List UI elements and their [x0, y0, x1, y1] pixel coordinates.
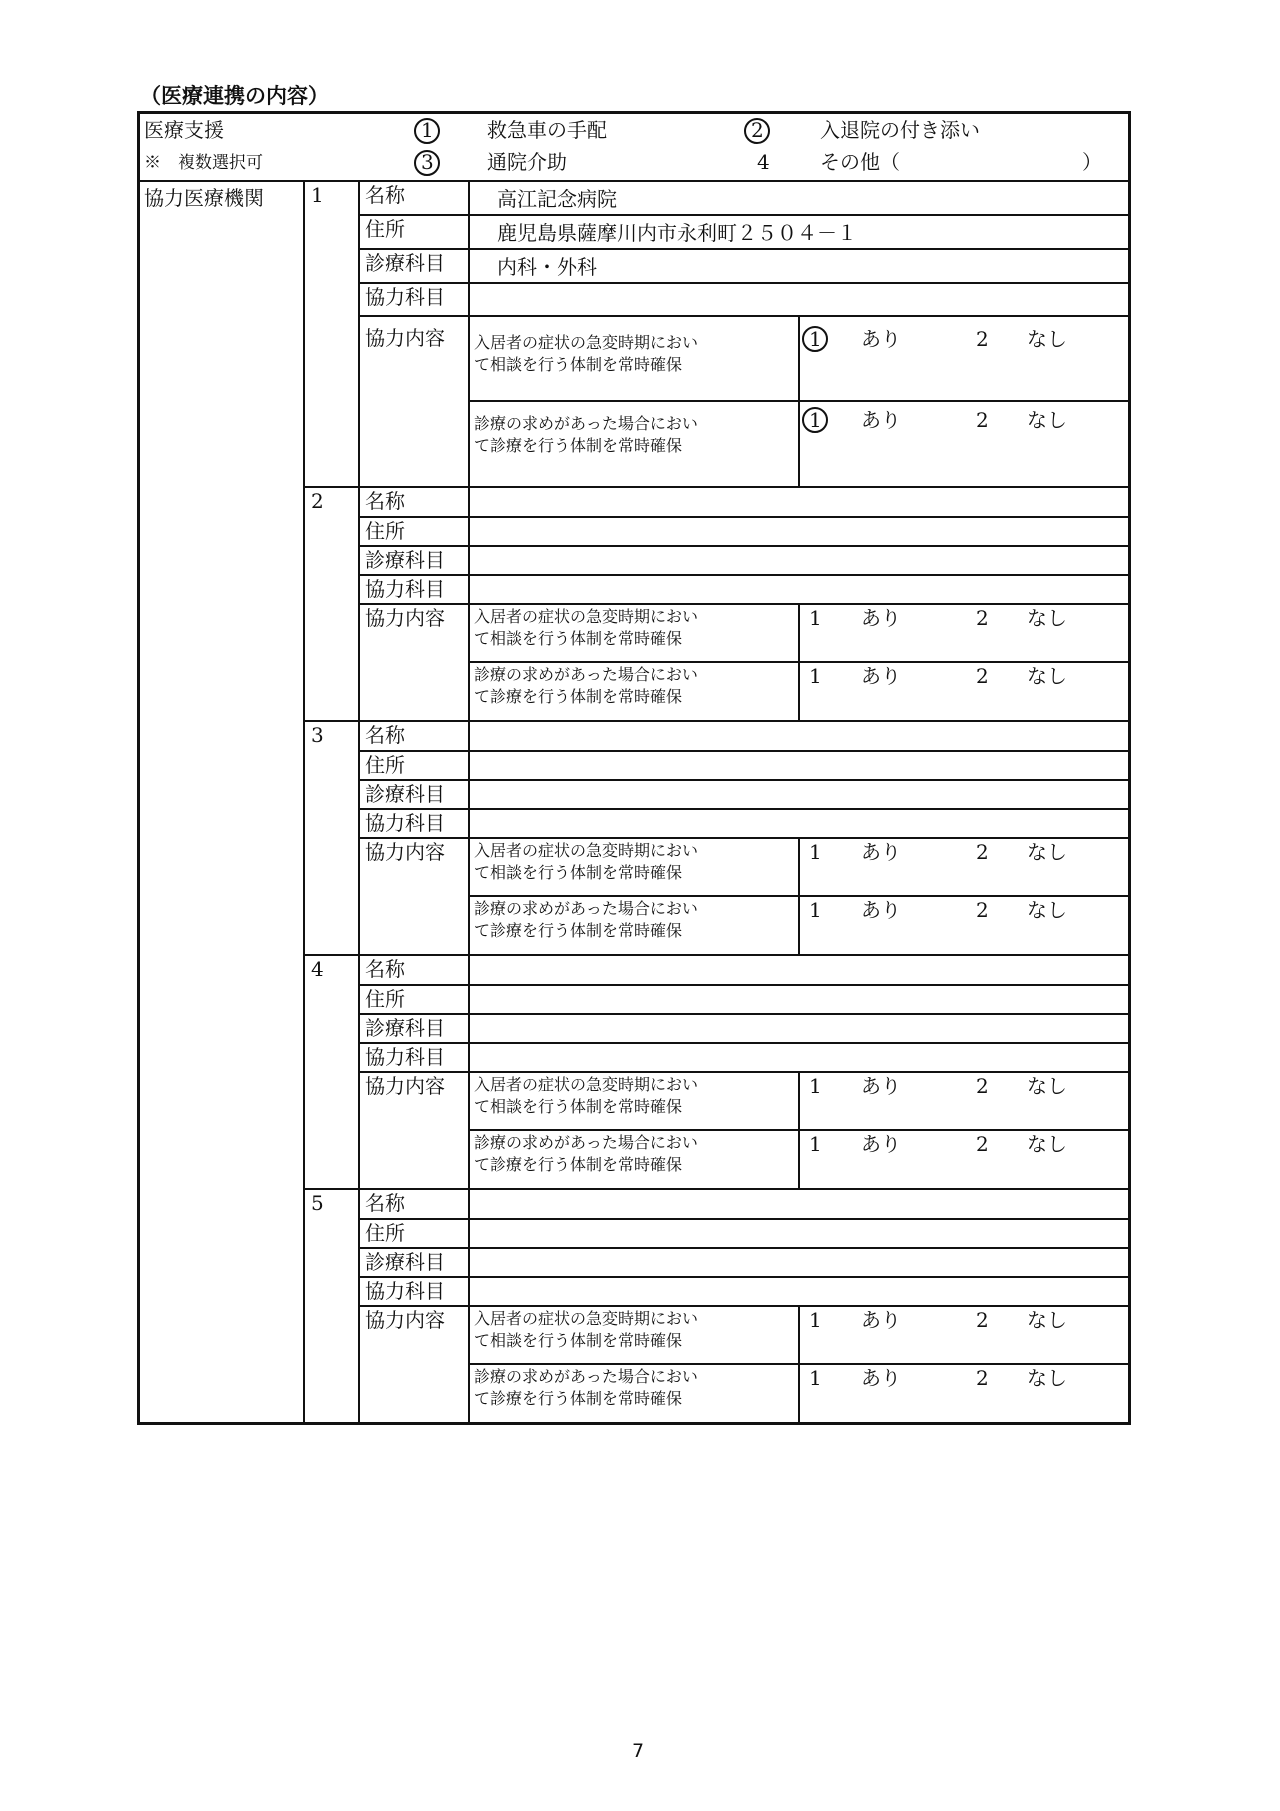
answer-no-number: 2 — [976, 327, 989, 351]
answer-no-label: なし — [1027, 664, 1067, 688]
coop-departments-label: 協力科目 — [365, 577, 445, 601]
answer-no-number: 2 — [976, 1308, 989, 1332]
answer-no-label: なし — [1027, 1132, 1067, 1156]
exam-system-text: 診療の求めがあった場合におい — [474, 414, 698, 433]
rule-line — [468, 1188, 470, 1305]
departments-label: 診療科目 — [365, 1250, 445, 1274]
answer-no-number: 2 — [976, 664, 989, 688]
rule-line — [468, 1305, 470, 1424]
rule-line — [358, 1247, 1131, 1249]
rule-line — [358, 1218, 1131, 1220]
rule-line — [798, 603, 800, 720]
answer-yes-number: 1 — [809, 840, 822, 864]
rule-line — [468, 486, 470, 603]
answer-no-label: なし — [1027, 1074, 1067, 1098]
rule-line — [468, 315, 470, 486]
medical-cooperation-table — [137, 111, 1131, 1425]
answer-no-number: 2 — [976, 898, 989, 922]
consult-system-text: て相談を行う体制を常時確保 — [474, 1331, 683, 1350]
rule-line — [137, 180, 1131, 182]
rule-line — [798, 1071, 800, 1188]
rule-line — [468, 1071, 470, 1188]
multiple-choice-note: ※ 複数選択可 — [144, 153, 263, 173]
exam-system-text: 診療の求めがあった場合におい — [474, 665, 698, 684]
rule-line — [468, 603, 470, 720]
answer-no-label: なし — [1027, 327, 1067, 351]
rule-line — [358, 545, 1131, 547]
page-number: 7 — [632, 1740, 645, 1762]
medical-support-label: 医療支援 — [144, 118, 224, 142]
name-label: 名称 — [365, 489, 405, 513]
coop-departments-label: 協力科目 — [365, 1045, 445, 1069]
coop-content-label: 協力内容 — [365, 1074, 445, 1098]
answer-yes-number: 1 — [809, 898, 822, 922]
answer-no-number: 2 — [976, 606, 989, 630]
answer-yes-number: 1 — [809, 327, 822, 351]
rule-line — [358, 574, 1131, 576]
option-outpatient-assist: 通院介助 — [487, 150, 567, 174]
answer-yes-number: 1 — [809, 408, 822, 432]
rule-line — [358, 214, 1131, 216]
answer-yes-label: あり — [861, 408, 901, 432]
address-label: 住所 — [365, 519, 405, 543]
address-label: 住所 — [365, 217, 405, 241]
departments-label: 診療科目 — [365, 251, 445, 275]
consult-system-text: て相談を行う体制を常時確保 — [474, 355, 683, 374]
exam-system-text: 診療の求めがあった場合におい — [474, 899, 698, 918]
rule-line — [798, 1305, 800, 1424]
answer-no-number: 2 — [976, 1132, 989, 1156]
consult-system-text: て相談を行う体制を常時確保 — [474, 863, 683, 882]
option-1-number: 1 — [421, 118, 434, 142]
rule-line — [468, 954, 470, 1071]
departments-label: 診療科目 — [365, 782, 445, 806]
rule-line — [303, 180, 305, 1424]
institution-number: 3 — [311, 723, 324, 747]
rule-line — [303, 1188, 1131, 1190]
answer-no-label: なし — [1027, 408, 1067, 432]
institutions-label: 協力医療機関 — [144, 186, 264, 210]
address-label: 住所 — [365, 987, 405, 1011]
answer-no-number: 2 — [976, 1074, 989, 1098]
coop-departments-label: 協力科目 — [365, 1279, 445, 1303]
name-label: 名称 — [365, 957, 405, 981]
rule-line — [798, 837, 800, 954]
address-label: 住所 — [365, 753, 405, 777]
institution-departments-value: 内科・外科 — [497, 255, 597, 279]
rule-line — [358, 180, 360, 486]
rule-line — [358, 282, 1131, 284]
answer-yes-number: 1 — [809, 1132, 822, 1156]
consult-system-text: 入居者の症状の急変時期におい — [474, 841, 699, 860]
consult-system-text: 入居者の症状の急変時期におい — [474, 1309, 699, 1328]
institution-name-value: 高江記念病院 — [497, 187, 617, 211]
option-other-close: ） — [1082, 150, 1102, 174]
name-label: 名称 — [365, 1191, 405, 1215]
rule-line — [358, 315, 1131, 317]
rule-line — [303, 720, 1131, 722]
institution-number: 2 — [311, 489, 324, 513]
rule-line — [358, 1305, 1131, 1307]
option-2-number: 2 — [751, 118, 764, 142]
rule-line — [358, 808, 1131, 810]
exam-system-text: 診療の求めがあった場合におい — [474, 1133, 698, 1152]
answer-yes-label: あり — [861, 898, 901, 922]
answer-yes-number: 1 — [809, 606, 822, 630]
institution-number: 1 — [311, 183, 324, 207]
consult-system-text: て相談を行う体制を常時確保 — [474, 629, 683, 648]
answer-no-label: なし — [1027, 840, 1067, 864]
rule-line — [1128, 180, 1130, 486]
departments-label: 診療科目 — [365, 1016, 445, 1040]
rule-line — [468, 720, 470, 837]
rule-line — [358, 603, 1131, 605]
rule-line — [468, 180, 470, 315]
coop-content-label: 協力内容 — [365, 326, 445, 350]
exam-system-text: て診療を行う体制を常時確保 — [474, 1155, 683, 1174]
answer-yes-label: あり — [861, 1132, 901, 1156]
answer-yes-label: あり — [861, 664, 901, 688]
rule-line — [303, 954, 1131, 956]
consult-system-text: 入居者の症状の急変時期におい — [474, 607, 699, 626]
answer-yes-label: あり — [861, 327, 901, 351]
option-4-number: 4 — [757, 150, 770, 174]
answer-yes-number: 1 — [809, 1366, 822, 1390]
name-label: 名称 — [365, 183, 405, 207]
answer-yes-label: あり — [861, 1308, 901, 1332]
rule-line — [358, 837, 1131, 839]
rule-line — [358, 984, 1131, 986]
answer-yes-number: 1 — [809, 664, 822, 688]
coop-departments-label: 協力科目 — [365, 285, 445, 309]
answer-no-label: なし — [1027, 1366, 1067, 1390]
answer-no-number: 2 — [976, 408, 989, 432]
exam-system-text: て診療を行う体制を常時確保 — [474, 436, 683, 455]
answer-no-label: なし — [1027, 606, 1067, 630]
coop-content-label: 協力内容 — [365, 1308, 445, 1332]
coop-content-label: 協力内容 — [365, 840, 445, 864]
rule-line — [303, 486, 1131, 488]
answer-yes-number: 1 — [809, 1308, 822, 1332]
rule-line — [358, 1071, 1131, 1073]
rule-line — [358, 779, 1131, 781]
exam-system-text: 診療の求めがあった場合におい — [474, 1367, 698, 1386]
rule-line — [358, 1276, 1131, 1278]
consult-system-text: 入居者の症状の急変時期におい — [474, 1075, 699, 1094]
option-ambulance: 救急車の手配 — [487, 118, 607, 142]
rule-line — [358, 750, 1131, 752]
exam-system-text: て診療を行う体制を常時確保 — [474, 687, 683, 706]
institution-number: 4 — [311, 957, 324, 981]
rule-line — [358, 516, 1131, 518]
coop-content-label: 協力内容 — [365, 606, 445, 630]
rule-line — [358, 248, 1131, 250]
rule-line — [798, 315, 800, 486]
address-label: 住所 — [365, 1221, 405, 1245]
exam-system-text: て診療を行う体制を常時確保 — [474, 921, 683, 940]
option-hospital-escort: 入退院の付き添い — [820, 118, 980, 142]
answer-yes-label: あり — [861, 840, 901, 864]
answer-yes-label: あり — [861, 1074, 901, 1098]
option-other: その他（ — [820, 150, 900, 174]
institution-address-value: 鹿児島県薩摩川内市永利町２５０４－１ — [497, 221, 857, 245]
answer-no-label: なし — [1027, 1308, 1067, 1332]
answer-no-number: 2 — [976, 840, 989, 864]
name-label: 名称 — [365, 723, 405, 747]
answer-yes-label: あり — [861, 1366, 901, 1390]
rule-line — [358, 1013, 1131, 1015]
departments-label: 診療科目 — [365, 548, 445, 572]
consult-system-text: 入居者の症状の急変時期におい — [474, 333, 699, 352]
answer-no-number: 2 — [976, 1366, 989, 1390]
coop-departments-label: 協力科目 — [365, 811, 445, 835]
section-heading: （医療連携の内容） — [140, 84, 329, 108]
exam-system-text: て診療を行う体制を常時確保 — [474, 1389, 683, 1408]
consult-system-text: て相談を行う体制を常時確保 — [474, 1097, 683, 1116]
rule-line — [358, 1042, 1131, 1044]
answer-yes-label: あり — [861, 606, 901, 630]
option-3-number: 3 — [421, 150, 434, 174]
rule-line — [468, 837, 470, 954]
institution-number: 5 — [311, 1191, 324, 1215]
answer-yes-number: 1 — [809, 1074, 822, 1098]
answer-no-label: なし — [1027, 898, 1067, 922]
